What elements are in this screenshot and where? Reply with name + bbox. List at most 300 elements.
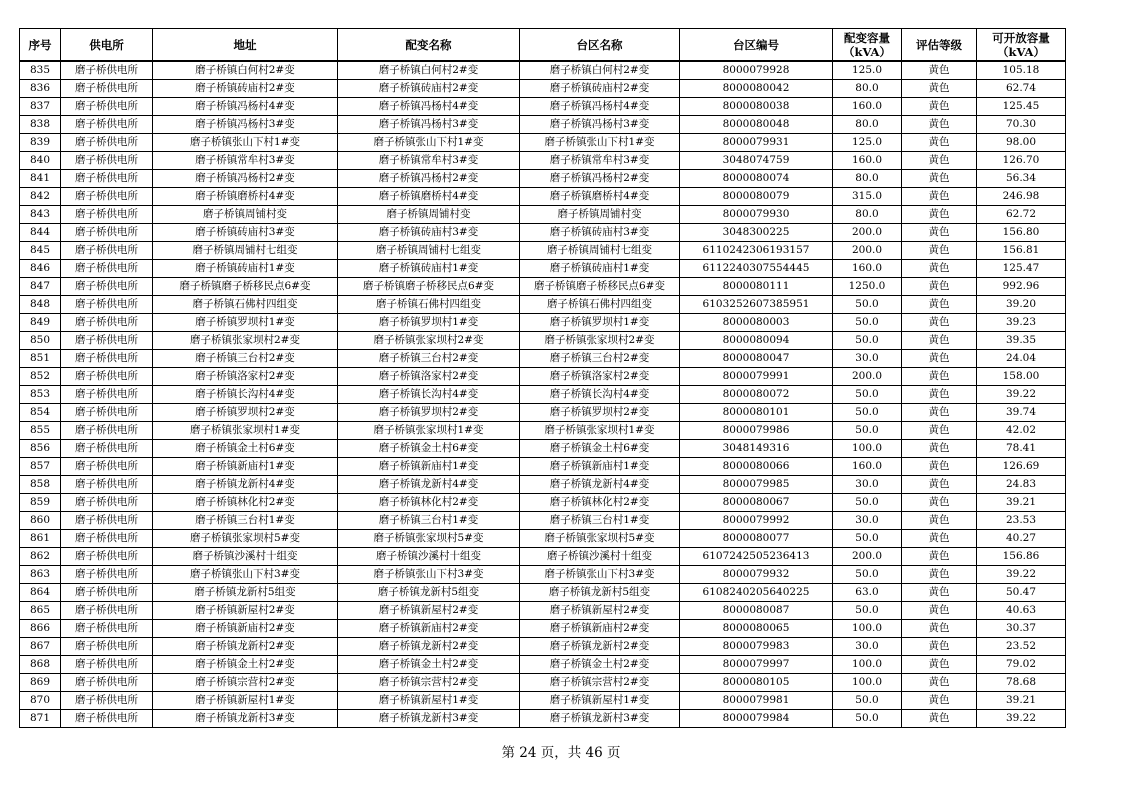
cell-col-station: 磨子桥供电所 [61, 548, 153, 566]
cell-col-area-name: 磨子桥镇新庙村2#变 [520, 620, 680, 638]
table-row [20, 674, 1066, 692]
cell-col-address: 磨子桥镇砖庙村1#变 [153, 260, 338, 278]
cell-col-rating: 黄色 [902, 674, 977, 692]
cell-col-address: 磨子桥镇冯杨村4#变 [153, 98, 338, 116]
table-row [20, 656, 1066, 674]
cell-col-index: 854 [20, 404, 61, 422]
cell-col-address: 磨子桥镇宗营村2#变 [153, 674, 338, 692]
cell-col-transformer-name: 磨子桥镇张山下村1#变 [338, 134, 520, 152]
cell-col-area-code: 8000079984 [680, 710, 833, 728]
cell-col-transformer-name: 磨子桥镇冯杨村3#变 [338, 116, 520, 134]
cell-col-index: 856 [20, 440, 61, 458]
cell-col-open-capacity: 156.80 [977, 224, 1066, 242]
cell-col-address: 磨子桥镇三台村2#变 [153, 350, 338, 368]
cell-col-area-code: 6103252607385951 [680, 296, 833, 314]
cell-col-station: 磨子桥供电所 [61, 620, 153, 638]
cell-col-area-name: 磨子桥镇林化村2#变 [520, 494, 680, 512]
cell-col-index: 848 [20, 296, 61, 314]
table-row [20, 440, 1066, 458]
cell-col-area-code: 8000080079 [680, 188, 833, 206]
cell-col-transformer-name: 磨子桥镇张家坝村5#变 [338, 530, 520, 548]
cell-col-transformer-name: 磨子桥镇罗坝村1#变 [338, 314, 520, 332]
cell-col-index: 851 [20, 350, 61, 368]
cell-col-transformer-name: 磨子桥镇张家坝村2#变 [338, 332, 520, 350]
cell-col-rating: 黄色 [902, 368, 977, 386]
cell-col-address: 磨子桥镇三台村1#变 [153, 512, 338, 530]
cell-col-transformer-name: 磨子桥镇新屋村2#变 [338, 602, 520, 620]
cell-col-transformer-name: 磨子桥镇白何村2#变 [338, 61, 520, 80]
cell-col-rating: 黄色 [902, 242, 977, 260]
cell-col-area-name: 磨子桥镇三台村2#变 [520, 350, 680, 368]
table-row [20, 116, 1066, 134]
cell-col-address: 磨子桥镇砖庙村2#变 [153, 80, 338, 98]
cell-col-rating: 黄色 [902, 710, 977, 728]
cell-col-capacity: 50.0 [833, 494, 902, 512]
cell-col-transformer-name: 磨子桥镇长沟村4#变 [338, 386, 520, 404]
cell-col-address: 磨子桥镇新屋村2#变 [153, 602, 338, 620]
cell-col-transformer-name: 磨子桥镇冯杨村4#变 [338, 98, 520, 116]
table-row [20, 602, 1066, 620]
cell-col-index: 842 [20, 188, 61, 206]
cell-col-open-capacity: 39.35 [977, 332, 1066, 350]
header-col-area-code: 台区编号 [680, 29, 833, 62]
header-col-station: 供电所 [61, 29, 153, 62]
cell-col-transformer-name: 磨子桥镇龙新村3#变 [338, 710, 520, 728]
cell-col-area-name: 磨子桥镇常牟村3#变 [520, 152, 680, 170]
cell-col-transformer-name: 磨子桥镇新庙村1#变 [338, 458, 520, 476]
table-row [20, 152, 1066, 170]
cell-col-area-code: 6112240307554445 [680, 260, 833, 278]
cell-col-open-capacity: 78.41 [977, 440, 1066, 458]
cell-col-rating: 黄色 [902, 386, 977, 404]
cell-col-index: 871 [20, 710, 61, 728]
cell-col-address: 磨子桥镇罗坝村2#变 [153, 404, 338, 422]
cell-col-capacity: 160.0 [833, 98, 902, 116]
cell-col-station: 磨子桥供电所 [61, 440, 153, 458]
cell-col-area-name: 磨子桥镇砖庙村3#变 [520, 224, 680, 242]
cell-col-area-name: 磨子桥镇磨子桥移民点6#变 [520, 278, 680, 296]
cell-col-station: 磨子桥供电所 [61, 692, 153, 710]
cell-col-station: 磨子桥供电所 [61, 674, 153, 692]
cell-col-area-code: 8000080074 [680, 170, 833, 188]
cell-col-open-capacity: 50.47 [977, 584, 1066, 602]
cell-col-station: 磨子桥供电所 [61, 260, 153, 278]
cell-col-area-name: 磨子桥镇张山下村3#变 [520, 566, 680, 584]
cell-col-rating: 黄色 [902, 350, 977, 368]
cell-col-rating: 黄色 [902, 512, 977, 530]
cell-col-open-capacity: 105.18 [977, 61, 1066, 80]
cell-col-index: 839 [20, 134, 61, 152]
cell-col-capacity: 50.0 [833, 314, 902, 332]
cell-col-station: 磨子桥供电所 [61, 80, 153, 98]
cell-col-area-code: 8000080094 [680, 332, 833, 350]
cell-col-index: 866 [20, 620, 61, 638]
cell-col-transformer-name: 磨子桥镇张家坝村1#变 [338, 422, 520, 440]
cell-col-rating: 黄色 [902, 170, 977, 188]
cell-col-address: 磨子桥镇龙新村5组变 [153, 584, 338, 602]
cell-col-index: 858 [20, 476, 61, 494]
cell-col-open-capacity: 39.22 [977, 710, 1066, 728]
cell-col-rating: 黄色 [902, 134, 977, 152]
cell-col-area-code: 8000079992 [680, 512, 833, 530]
cell-col-index: 864 [20, 584, 61, 602]
cell-col-station: 磨子桥供电所 [61, 584, 153, 602]
cell-col-index: 846 [20, 260, 61, 278]
table-row [20, 494, 1066, 512]
cell-col-open-capacity: 40.63 [977, 602, 1066, 620]
cell-col-area-name: 磨子桥镇砖庙村2#变 [520, 80, 680, 98]
cell-col-open-capacity: 39.74 [977, 404, 1066, 422]
cell-col-area-name: 磨子桥镇三台村1#变 [520, 512, 680, 530]
cell-col-station: 磨子桥供电所 [61, 224, 153, 242]
table-row [20, 206, 1066, 224]
cell-col-open-capacity: 39.20 [977, 296, 1066, 314]
table-row [20, 332, 1066, 350]
table-row [20, 350, 1066, 368]
cell-col-area-name: 磨子桥镇白何村2#变 [520, 61, 680, 80]
cell-col-area-code: 8000079932 [680, 566, 833, 584]
cell-col-open-capacity: 30.37 [977, 620, 1066, 638]
cell-col-address: 磨子桥镇龙新村4#变 [153, 476, 338, 494]
cell-col-index: 850 [20, 332, 61, 350]
cell-col-area-code: 8000080111 [680, 278, 833, 296]
cell-col-index: 841 [20, 170, 61, 188]
cell-col-area-code: 8000079983 [680, 638, 833, 656]
cell-col-area-code: 8000080077 [680, 530, 833, 548]
cell-col-rating: 黄色 [902, 692, 977, 710]
cell-col-index: 865 [20, 602, 61, 620]
cell-col-index: 840 [20, 152, 61, 170]
cell-col-area-name: 磨子桥镇宗营村2#变 [520, 674, 680, 692]
cell-col-capacity: 50.0 [833, 296, 902, 314]
table-row [20, 134, 1066, 152]
cell-col-capacity: 100.0 [833, 674, 902, 692]
cell-col-rating: 黄色 [902, 296, 977, 314]
cell-col-address: 磨子桥镇林化村2#变 [153, 494, 338, 512]
cell-col-capacity: 160.0 [833, 152, 902, 170]
table-body [20, 61, 1066, 728]
cell-col-area-code: 6107242505236413 [680, 548, 833, 566]
cell-col-rating: 黄色 [902, 61, 977, 80]
cell-col-rating: 黄色 [902, 656, 977, 674]
cell-col-address: 磨子桥镇石佛村四组变 [153, 296, 338, 314]
cell-col-capacity: 200.0 [833, 242, 902, 260]
cell-col-address: 磨子桥镇砖庙村3#变 [153, 224, 338, 242]
cell-col-capacity: 30.0 [833, 512, 902, 530]
cell-col-open-capacity: 39.21 [977, 494, 1066, 512]
cell-col-area-code: 8000080105 [680, 674, 833, 692]
table-row [20, 512, 1066, 530]
cell-col-index: 843 [20, 206, 61, 224]
cell-col-station: 磨子桥供电所 [61, 386, 153, 404]
cell-col-address: 磨子桥镇张山下村3#变 [153, 566, 338, 584]
cell-col-open-capacity: 23.52 [977, 638, 1066, 656]
cell-col-rating: 黄色 [902, 548, 977, 566]
cell-col-transformer-name: 磨子桥镇沙溪村十组变 [338, 548, 520, 566]
cell-col-area-code: 8000079981 [680, 692, 833, 710]
cell-col-area-code: 8000080042 [680, 80, 833, 98]
cell-col-area-name: 磨子桥镇金土村6#变 [520, 440, 680, 458]
cell-col-capacity: 160.0 [833, 260, 902, 278]
cell-col-station: 磨子桥供电所 [61, 368, 153, 386]
cell-col-area-code: 3048149316 [680, 440, 833, 458]
cell-col-transformer-name: 磨子桥镇三台村1#变 [338, 512, 520, 530]
table-row [20, 170, 1066, 188]
cell-col-capacity: 50.0 [833, 422, 902, 440]
cell-col-rating: 黄色 [902, 566, 977, 584]
cell-col-area-code: 8000079997 [680, 656, 833, 674]
cell-col-index: 867 [20, 638, 61, 656]
cell-col-transformer-name: 磨子桥镇磨桥村4#变 [338, 188, 520, 206]
table-row [20, 620, 1066, 638]
cell-col-transformer-name: 磨子桥镇宗营村2#变 [338, 674, 520, 692]
cell-col-capacity: 63.0 [833, 584, 902, 602]
cell-col-station: 磨子桥供电所 [61, 134, 153, 152]
cell-col-transformer-name: 磨子桥镇周铺村变 [338, 206, 520, 224]
cell-col-capacity: 50.0 [833, 692, 902, 710]
table-row [20, 386, 1066, 404]
cell-col-open-capacity: 42.02 [977, 422, 1066, 440]
cell-col-transformer-name: 磨子桥镇龙新村2#变 [338, 638, 520, 656]
cell-col-capacity: 50.0 [833, 404, 902, 422]
cell-col-rating: 黄色 [902, 602, 977, 620]
cell-col-area-code: 8000080048 [680, 116, 833, 134]
cell-col-rating: 黄色 [902, 224, 977, 242]
cell-col-rating: 黄色 [902, 476, 977, 494]
cell-col-area-name: 磨子桥镇砖庙村1#变 [520, 260, 680, 278]
cell-col-station: 磨子桥供电所 [61, 152, 153, 170]
cell-col-transformer-name: 磨子桥镇砖庙村3#变 [338, 224, 520, 242]
table-row [20, 638, 1066, 656]
cell-col-station: 磨子桥供电所 [61, 638, 153, 656]
cell-col-address: 磨子桥镇新屋村1#变 [153, 692, 338, 710]
cell-col-area-code: 8000080101 [680, 404, 833, 422]
cell-col-address: 磨子桥镇磨子桥移民点6#变 [153, 278, 338, 296]
cell-col-capacity: 50.0 [833, 710, 902, 728]
cell-col-transformer-name: 磨子桥镇砖庙村1#变 [338, 260, 520, 278]
cell-col-capacity: 30.0 [833, 476, 902, 494]
cell-col-station: 磨子桥供电所 [61, 296, 153, 314]
cell-col-area-name: 磨子桥镇新庙村1#变 [520, 458, 680, 476]
cell-col-index: 852 [20, 368, 61, 386]
cell-col-area-name: 磨子桥镇周铺村七组变 [520, 242, 680, 260]
cell-col-address: 磨子桥镇张家坝村2#变 [153, 332, 338, 350]
cell-col-open-capacity: 70.30 [977, 116, 1066, 134]
cell-col-capacity: 30.0 [833, 638, 902, 656]
cell-col-transformer-name: 磨子桥镇砖庙村2#变 [338, 80, 520, 98]
cell-col-rating: 黄色 [902, 314, 977, 332]
cell-col-index: 868 [20, 656, 61, 674]
table-row [20, 242, 1066, 260]
cell-col-capacity: 50.0 [833, 602, 902, 620]
cell-col-open-capacity: 125.47 [977, 260, 1066, 278]
cell-col-area-name: 磨子桥镇张山下村1#变 [520, 134, 680, 152]
table-row [20, 61, 1066, 80]
cell-col-address: 磨子桥镇沙溪村十组变 [153, 548, 338, 566]
cell-col-area-code: 6108240205640225 [680, 584, 833, 602]
cell-col-area-name: 磨子桥镇罗坝村2#变 [520, 404, 680, 422]
cell-col-capacity: 125.0 [833, 61, 902, 80]
cell-col-capacity: 200.0 [833, 224, 902, 242]
cell-col-area-name: 磨子桥镇冯杨村2#变 [520, 170, 680, 188]
cell-col-open-capacity: 79.02 [977, 656, 1066, 674]
cell-col-area-name: 磨子桥镇长沟村4#变 [520, 386, 680, 404]
header-col-rating: 评估等级 [902, 29, 977, 62]
cell-col-area-name: 磨子桥镇张家坝村2#变 [520, 332, 680, 350]
cell-col-open-capacity: 24.04 [977, 350, 1066, 368]
cell-col-station: 磨子桥供电所 [61, 61, 153, 80]
cell-col-station: 磨子桥供电所 [61, 404, 153, 422]
cell-col-area-code: 8000079930 [680, 206, 833, 224]
table-row [20, 188, 1066, 206]
cell-col-area-code: 8000079928 [680, 61, 833, 80]
table-row [20, 566, 1066, 584]
cell-col-area-code: 8000080066 [680, 458, 833, 476]
table-row [20, 692, 1066, 710]
cell-col-area-name: 磨子桥镇冯杨村4#变 [520, 98, 680, 116]
cell-col-station: 磨子桥供电所 [61, 710, 153, 728]
cell-col-open-capacity: 39.21 [977, 692, 1066, 710]
cell-col-index: 836 [20, 80, 61, 98]
header-row [20, 29, 1066, 62]
cell-col-capacity: 80.0 [833, 116, 902, 134]
cell-col-index: 870 [20, 692, 61, 710]
cell-col-rating: 黄色 [902, 278, 977, 296]
cell-col-station: 磨子桥供电所 [61, 512, 153, 530]
cell-col-capacity: 80.0 [833, 170, 902, 188]
cell-col-rating: 黄色 [902, 116, 977, 134]
cell-col-station: 磨子桥供电所 [61, 458, 153, 476]
header-col-capacity: 配变容量 （kVA） [833, 29, 902, 62]
cell-col-open-capacity: 158.00 [977, 368, 1066, 386]
cell-col-transformer-name: 磨子桥镇洛家村2#变 [338, 368, 520, 386]
cell-col-capacity: 160.0 [833, 458, 902, 476]
cell-col-station: 磨子桥供电所 [61, 476, 153, 494]
page-number: 第 24 页，共 46 页 [501, 745, 621, 761]
cell-col-station: 磨子桥供电所 [61, 350, 153, 368]
cell-col-transformer-name: 磨子桥镇金土村6#变 [338, 440, 520, 458]
cell-col-station: 磨子桥供电所 [61, 494, 153, 512]
cell-col-rating: 黄色 [902, 422, 977, 440]
cell-col-address: 磨子桥镇长沟村4#变 [153, 386, 338, 404]
cell-col-area-name: 磨子桥镇新屋村2#变 [520, 602, 680, 620]
cell-col-index: 844 [20, 224, 61, 242]
table-row [20, 224, 1066, 242]
cell-col-open-capacity: 156.86 [977, 548, 1066, 566]
header-col-area-name: 台区名称 [520, 29, 680, 62]
table-row [20, 98, 1066, 116]
table-row [20, 314, 1066, 332]
cell-col-address: 磨子桥镇张家坝村1#变 [153, 422, 338, 440]
cell-col-area-name: 磨子桥镇沙溪村十组变 [520, 548, 680, 566]
cell-col-open-capacity: 39.22 [977, 386, 1066, 404]
cell-col-capacity: 50.0 [833, 530, 902, 548]
cell-col-address: 磨子桥镇新庙村2#变 [153, 620, 338, 638]
cell-col-index: 837 [20, 98, 61, 116]
cell-col-area-code: 3048300225 [680, 224, 833, 242]
cell-col-index: 845 [20, 242, 61, 260]
cell-col-open-capacity: 24.83 [977, 476, 1066, 494]
cell-col-station: 磨子桥供电所 [61, 314, 153, 332]
cell-col-station: 磨子桥供电所 [61, 566, 153, 584]
table-row [20, 296, 1066, 314]
table-header [20, 29, 1066, 62]
cell-col-index: 869 [20, 674, 61, 692]
cell-col-area-name: 磨子桥镇龙新村3#变 [520, 710, 680, 728]
cell-col-area-name: 磨子桥镇洛家村2#变 [520, 368, 680, 386]
table-row [20, 530, 1066, 548]
cell-col-capacity: 200.0 [833, 548, 902, 566]
cell-col-address: 磨子桥镇周铺村七组变 [153, 242, 338, 260]
cell-col-address: 磨子桥镇金土村6#变 [153, 440, 338, 458]
cell-col-address: 磨子桥镇罗坝村1#变 [153, 314, 338, 332]
cell-col-address: 磨子桥镇金土村2#变 [153, 656, 338, 674]
header-col-open-capacity: 可开放容量 （kVA） [977, 29, 1066, 62]
cell-col-capacity: 200.0 [833, 368, 902, 386]
cell-col-rating: 黄色 [902, 98, 977, 116]
cell-col-station: 磨子桥供电所 [61, 188, 153, 206]
table-row [20, 548, 1066, 566]
table-row [20, 368, 1066, 386]
cell-col-index: 859 [20, 494, 61, 512]
cell-col-rating: 黄色 [902, 80, 977, 98]
cell-col-station: 磨子桥供电所 [61, 206, 153, 224]
cell-col-index: 857 [20, 458, 61, 476]
cell-col-rating: 黄色 [902, 530, 977, 548]
cell-col-station: 磨子桥供电所 [61, 530, 153, 548]
cell-col-open-capacity: 98.00 [977, 134, 1066, 152]
cell-col-rating: 黄色 [902, 404, 977, 422]
cell-col-station: 磨子桥供电所 [61, 116, 153, 134]
cell-col-transformer-name: 磨子桥镇三台村2#变 [338, 350, 520, 368]
header-col-address: 地址 [153, 29, 338, 62]
cell-col-open-capacity: 40.27 [977, 530, 1066, 548]
cell-col-address: 磨子桥镇磨桥村4#变 [153, 188, 338, 206]
table-row [20, 80, 1066, 98]
cell-col-transformer-name: 磨子桥镇新屋村1#变 [338, 692, 520, 710]
cell-col-capacity: 50.0 [833, 332, 902, 350]
cell-col-open-capacity: 39.23 [977, 314, 1066, 332]
cell-col-index: 861 [20, 530, 61, 548]
cell-col-rating: 黄色 [902, 152, 977, 170]
cell-col-open-capacity: 992.96 [977, 278, 1066, 296]
cell-col-index: 849 [20, 314, 61, 332]
cell-col-open-capacity: 56.34 [977, 170, 1066, 188]
cell-col-area-name: 磨子桥镇张家坝村5#变 [520, 530, 680, 548]
table-row [20, 404, 1066, 422]
cell-col-index: 863 [20, 566, 61, 584]
cell-col-area-name: 磨子桥镇冯杨村3#变 [520, 116, 680, 134]
cell-col-transformer-name: 磨子桥镇龙新村5组变 [338, 584, 520, 602]
cell-col-area-name: 磨子桥镇石佛村四组变 [520, 296, 680, 314]
cell-col-address: 磨子桥镇白何村2#变 [153, 61, 338, 80]
cell-col-open-capacity: 39.22 [977, 566, 1066, 584]
cell-col-area-name: 磨子桥镇龙新村4#变 [520, 476, 680, 494]
cell-col-open-capacity: 62.74 [977, 80, 1066, 98]
header-col-index: 序号 [20, 29, 61, 62]
cell-col-station: 磨子桥供电所 [61, 602, 153, 620]
cell-col-open-capacity: 246.98 [977, 188, 1066, 206]
table-row [20, 584, 1066, 602]
cell-col-rating: 黄色 [902, 494, 977, 512]
cell-col-area-code: 8000079985 [680, 476, 833, 494]
cell-col-transformer-name: 磨子桥镇周铺村七组变 [338, 242, 520, 260]
table-row [20, 476, 1066, 494]
cell-col-area-name: 磨子桥镇金土村2#变 [520, 656, 680, 674]
cell-col-area-code: 8000080087 [680, 602, 833, 620]
cell-col-index: 838 [20, 116, 61, 134]
cell-col-station: 磨子桥供电所 [61, 422, 153, 440]
